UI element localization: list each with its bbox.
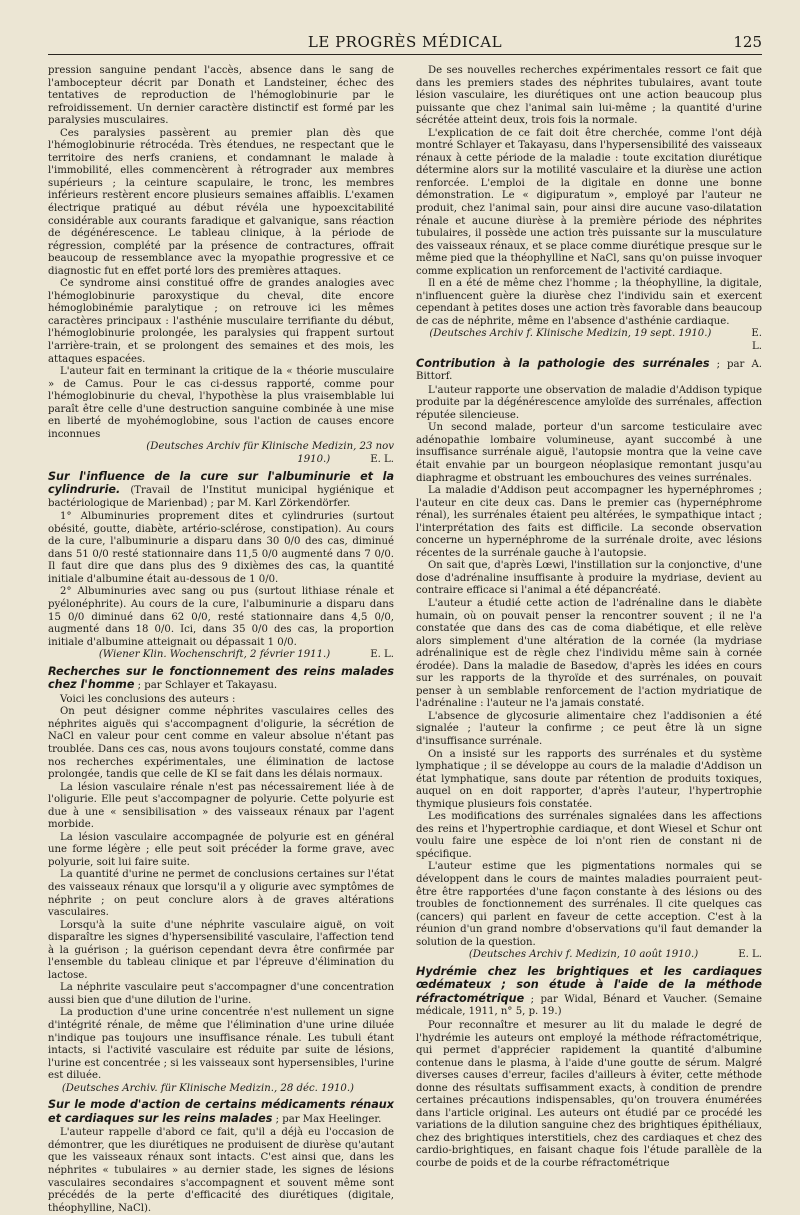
paragraph: L'absence de glycosurie alimentaire chez l'addisonien a été signalée ; l'auteur la confirme ; ce peut être là un signe d'insuffisance surrénale. bbox=[416, 710, 762, 747]
paragraph: La maladie d'Addison peut accompagner les hypernéphromes ; l'auteur en cite deux cas. Dans le premier cas (hypernéphrome rénal), les surrénales étaient peu altérées, le sympathique intact ; l'interprétation des faits est difficile. La seconde observation concerne un hypernéphrome de la surrénale droite, avec lésions récentes de la surrénale gauche à l'autopsie. bbox=[416, 485, 762, 559]
running-header bbox=[48, 30, 762, 55]
article-heading bbox=[416, 358, 762, 384]
paragraph: Pour reconnaître et mesurer au lit du malade le degré de l'hydrémie les auteurs ont employé la méthode réfractométrique, qui permet d'apprécier rapidement la quantité d'albumine contenue dans le plasma, à l'aide d'une goutte de sérum. Malgré diverses causes d'erreur, faciles d'ailleurs à éviter, cette méthode donne des résultats suffisamment exacts, à condition de prendre certaines précautions indispensables, qu'on trouvera énumérées dans l'article original. Les auteurs ont étudié par ce procédé les variations de la dilution sanguine chez des brightiques épithéliaux, chez des brightiques interstitiels, chez des cardiaques et chez des cardio-brightiques, en faisant chaque fois l'étude parallèle de la courbe de poids et de la courbe réfractométrique bbox=[416, 1020, 762, 1170]
citation-line bbox=[48, 1083, 394, 1096]
paragraph: On sait que, d'après Lœwi, l'instillation sur la conjonctive, d'une dose d'adrénaline insuffisante à produire la mydriase, devient au contraire efficace si l'animal a été dépancréaté. bbox=[416, 560, 762, 597]
article-title: Recherches sur le fonctionnement des reins malades chez l'homme bbox=[48, 664, 394, 692]
citation: (Deutsches Archiv f. Medizin, 10 août 1910.) bbox=[468, 949, 699, 961]
signature: E. L. bbox=[738, 949, 762, 961]
article-title: Contribution à la pathologie des surrénales bbox=[416, 356, 710, 370]
citation-line bbox=[48, 649, 394, 662]
article-title: Sur le mode d'action de certains médicaments rénaux et cardiaques sur les reins malades bbox=[48, 1098, 394, 1125]
paragraph: Les modifications des surrénales signalées dans les affections des reins et l'hypertrophie cardiaque, et dont Wiesel et Schur ont voulu faire une espèce de loi n'ont rien de constant ni de spécifique. bbox=[416, 811, 762, 860]
left-column bbox=[48, 65, 394, 1215]
citation-line bbox=[48, 441, 394, 466]
paragraph: Un second malade, porteur d'un sarcome testiculaire avec adénopathie lombaire volumineuse, ayant succombé à une insuffisance surrénale aiguë, l'autopsie montra que la veine cave était envahie par un bourgeon néoplasique remontant jusqu'au diaphragme et obstruant les embouchures des veines surrénales. bbox=[416, 422, 762, 484]
paragraph: La quantité d'urine ne permet de conclusions certaines sur l'état des vaisseaux rénaux que lorsqu'il a y oligurie avec symptômes de néphrite ; on peut conclure alors à de graves altérations vasculaires. bbox=[48, 869, 394, 919]
paragraph: On a insisté sur les rapports des surrénales et du système lymphatique ; il se développe au cours de la maladie d'Addison un état lymphatique, sans doute par rétention de produits toxiques, auquel on en doit rapporter, d'après l'auteur, l'hypertrophie thymique plusieurs fois constatée. bbox=[416, 748, 762, 810]
citation-line bbox=[416, 949, 762, 962]
paragraph: La lésion vasculaire accompagnée de polyurie est en général une forme légère ; elle peut soit précéder la forme grave, avec polyurie, soit lui faire suite. bbox=[48, 831, 394, 868]
article-byline: ; par Schlayer et Takayasu. bbox=[134, 680, 278, 692]
article-heading bbox=[48, 666, 394, 693]
paragraph: Il en a été de même chez l'homme ; la théophylline, la digitale, n'influencent guère la diurèse chez l'individu sain et exercent cependant à petites doses une action très favorable dans beaucoup de cas de néphrite, même en l'absence d'asthénie cardiaque. bbox=[416, 278, 762, 327]
paragraph: L'auteur rappelle d'abord ce fait, qu'il a déjà eu l'occasion de démontrer, que les diurétiques ne produisent de diurèse qu'autant que les vaisseaux rénaux sont intacts. C'est ainsi que, dans les néphrites « tubulaires » au dernier stade, les signes de lésions vasculaires secondaires s'accompagnent et souvent même sont précédés de la perte d'efficacité des diurétiques (digitale, théophylline, NaCl). bbox=[48, 1127, 394, 1214]
article-heading bbox=[48, 471, 394, 511]
paragraph: pression sanguine pendant l'accès, absence dans le sang de l'ambocepteur décrit par Donath et Landsteiner, échec des tentatives de reproduction de l'hémoglobinurie par le refroidissement. Un dernier caractère distinctif est formé par les paralysies musculaires. bbox=[48, 65, 394, 127]
paragraph: Ce syndrome ainsi constitué offre de grandes analogies avec l'hémoglobinurie paroxystique du cheval, dite encore hémoglobinémie paralytique ; on retrouve ici les mêmes caractères principaux : l'asthénie musculaire terrifiante du début, l'hémoglobinurie prolongée, les paralysies qui frappent surtout l'arrière-train, et se prolongent des semaines et des mois, les attaques espacées. bbox=[48, 278, 394, 365]
paragraph: La néphrite vasculaire peut s'accompagner d'une concentration aussi bien que d'une dilution de l'urine. bbox=[48, 982, 394, 1006]
article-heading bbox=[416, 966, 762, 1019]
article-byline: ; par Widal, Bénard et Vaucher. (Semaine médicale, 1911, n° 5, p. 19.) bbox=[416, 993, 762, 1018]
article-title: Hydrémie chez les brightiques et les cardiaques œdémateux ; son étude à l'aide de la méthode réfractométrique bbox=[416, 964, 762, 1005]
paragraph: L'auteur a étudié cette action de l'adrénaline dans le diabète humain, où on pouvait penser la rencontrer souvent ; il ne l'a constatée que dans des cas de coma diabétique, et elle relève alors simplement d'une altération de la cornée (la mydriase adrénalinique est de règle chez l'individu même sain à cornée érodée). Dans la maladie de Basedow, d'après les idées en cours sur les rapports de la thyroïde et des surrénales, on pouvait penser à un semblable renforcement de l'action mydriatique de l'adrénaline : l'auteur ne l'a jamais constaté. bbox=[416, 597, 762, 710]
signature: E. L. bbox=[370, 453, 394, 465]
paragraph: Ces paralysies passèrent au premier plan dès que l'hémoglobinurie rétrocéda. Très étendues, ne respectant que le territoire des nerfs craniens, et condamnant le malade à l'immobilité, elles commencèrent à rétrograder aux membres supérieurs ; la ceinture scapulaire, le tronc, les membres inférieurs restèrent encore plusieurs semaines affaiblis. L'examen électrique pratiqué au début révéla une hypoexcitabilité considérable aux courants faradique et galvanique, sans réaction de dégénérescence. Le tableau clinique, à la période de régression, complété par la présence de contractures, offrait beaucoup de ressemblance avec la myopathie progressive et ce diagnostic fut en effet porté lors des premières attaques. bbox=[48, 127, 394, 277]
paragraph: L'auteur fait en terminant la critique de la « théorie musculaire » de Camus. Pour le cas ci-dessus rapporté, comme pour l'hémoglobinurie du cheval, l'hypothèse la plus vraisemblable lui paraît être celle d'une destruction sanguine combinée à une mise en liberté de myohémoglobine, sous l'action de causes encore inconnues bbox=[48, 366, 394, 440]
journal-title: LE PROGRÈS MÉDICAL bbox=[307, 33, 503, 51]
paragraph: Lorsqu'à la suite d'une néphrite vasculaire aiguë, on voit disparaître les signes d'hypersensibilité vasculaire, l'affection tend à la guérison ; la guérison cependant devra être confirmée par l'ensemble du tableau clinique et par l'épreuve d'élimination du lactose. bbox=[48, 919, 394, 981]
signature: E. L. bbox=[370, 649, 394, 661]
right-column bbox=[416, 65, 762, 1215]
citation: (Deutsches Archiv. für Klinische Medizin., 28 déc. 1910.) bbox=[61, 1082, 354, 1094]
citation-line bbox=[416, 328, 762, 353]
page-number: 125 bbox=[733, 33, 762, 51]
paragraph: Voici les conclusions des auteurs : bbox=[60, 693, 236, 705]
signature: E. L. bbox=[751, 328, 762, 353]
article-byline: ; par A. Bittorf. bbox=[416, 358, 762, 383]
citation: (Deutsches Archiv f. Klinische Medizin, 19 sept. 1910.) bbox=[429, 328, 712, 340]
paragraph: 1° Albuminuries proprement dites et cylindruries (surtout obésité, goutte, diabète, artério-sclérose, constipation). Au cours de la cure, l'albuminurie a disparu dans 30 0/0 des cas, diminué dans 51 0/0 resté stationnaire dans 11,5 0/0 augmenté dans 7 0/0. Il faut dire que dans plus des 9 dixièmes des cas, la quantité initiale d'albumine était au-dessous de 1 0/0. bbox=[48, 511, 394, 585]
citation: (Wiener Klin. Wochenschrift, 2 février 1911.) bbox=[98, 649, 331, 661]
citation: (Deutsches Archiv für Klinische Medizin, 23 nov 1910.) bbox=[146, 441, 394, 465]
paragraph: De ses nouvelles recherches expérimentales ressort ce fait que dans les premiers stades des néphrites tubulaires, avant toute lésion vasculaire, les diurétiques ont une action beaucoup plus puissante que chez l'animal sain lui-même ; la quantité d'urine sécrétée atteint deux, trois fois la normale. bbox=[416, 65, 762, 127]
paragraph: L'explication de ce fait doit être cherchée, comme l'ont déjà montré Schlayer et Takayasu, dans l'hypersensibilité des vaisseaux rénaux à cette période de la maladie : toute excitation diurétique détermine alors sur la motilité vasculaire et la diurèse une action renforcée. L'emploi de la digitale en donne une bonne démonstration. Le « digipuratum », employé par l'auteur ne produit, chez l'animal sain, pour ainsi dire aucune vaso-dilatation rénale et aucune diurèse à la première période des néphrites tubulaires, il possède une action très puissante sur la musculature des vaisseaux rénaux, et se place comme diurétique presque sur le même pied que la théophylline et NaCl, sans qu'on puisse invoquer comme explication un renforcement de l'activité cardiaque. bbox=[416, 127, 763, 277]
article-title: Sur l'influence de la cure sur l'albuminurie et la cylindrurie. bbox=[48, 469, 394, 497]
paragraph: 2° Albuminuries avec sang ou pus (surtout lithiase rénale et pyélonéphrite). Au cours de la cure, l'albuminurie a disparu dans 15 0/0 diminué dans 62 0/0, resté stationnaire dans 4,5 0/0, augmenté dans 18 0/0. Ici, dans 35 0/0 des cas, la proportion initiale d'albumine atteignait ou dépassait 1 0/0. bbox=[48, 586, 394, 648]
paragraph: On peut désigner comme néphrites vasculaires celles des néphrites aiguës qui s'accompagnent d'oligurie, la sécrétion de NaCl en valeur pour cent comme en valeur absolue n'étant pas troublée. Dans ces cas, nous avons toujours constaté, comme dans nos recherches expérimentales, une élimination de lactose prolongée, tandis que celle de KI se fait dans les délais normaux. bbox=[48, 706, 394, 781]
article-byline: ; par Max Heelinger. bbox=[272, 1113, 382, 1125]
article-heading bbox=[48, 1099, 394, 1126]
paragraph: La production d'une urine concentrée n'est nullement un signe d'intégrité rénale, de même que l'élimination d'une urine diluée n'indique pas toujours une insuffisance rénale. Les tubuli étant intacts, si l'activité vasculaire est réduite par suite de lésions, l'urine est concentrée ; si les vaisseaux sont hypersensibles, l'urine est diluée. bbox=[48, 1007, 394, 1082]
article-byline: (Travail de l'Institut municipal hygiénique et bactériologique de Marienbad) ; par M. Karl Zörkendörfer. bbox=[48, 485, 394, 509]
paragraph: L'auteur rapporte une observation de maladie d'Addison typique produite par la dégénérescence amyloïde des surrénales, affection réputée silencieuse. bbox=[416, 384, 762, 421]
paragraph: La lésion vasculaire rénale n'est pas nécessairement liée à de l'oligurie. Elle peut s'accompagner de polyurie. Cette polyurie est due à une « sensibilisation » des vaisseaux rénaux par l'agent morbide. bbox=[48, 781, 394, 831]
paragraph: L'auteur estime que les pigmentations normales qui se développent dans le cours de maintes maladies pourraient peut-être être rapportées d'une façon constante à des lésions ou des troubles de fonctionnement des surrénales. Il cite quelques cas (cancers) qui parlent en faveur de cette acception. C'est à la réunion d'un grand nombre d'observations qu'il faut demander la solution de la question. bbox=[416, 861, 762, 948]
